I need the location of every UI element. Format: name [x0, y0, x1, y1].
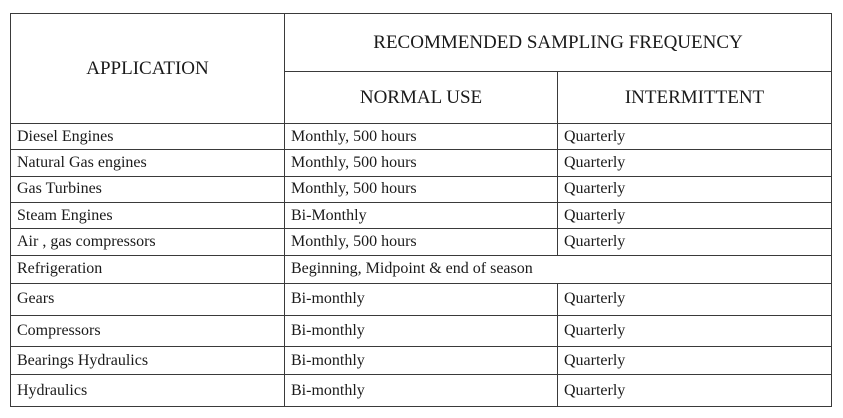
table-row: [11, 284, 832, 315]
header-recommended-sampling-frequency: RECOMMENDED SAMPLING FREQUENCY: [285, 14, 832, 72]
table-header-row: [11, 14, 832, 72]
cell-intermittent: Quarterly: [558, 176, 832, 202]
cell-intermittent: Quarterly: [558, 124, 832, 150]
cell-intermittent: Quarterly: [558, 347, 832, 375]
table-row: [11, 347, 832, 375]
cell-application: Steam Engines: [11, 203, 285, 229]
cell-application: Gas Turbines: [11, 176, 285, 202]
table-row: [11, 124, 832, 150]
cell-application: Hydraulics: [11, 375, 285, 407]
cell-normal-use: Monthly, 500 hours: [285, 124, 558, 150]
cell-normal-use: Bi-monthly: [285, 315, 558, 346]
cell-intermittent: Quarterly: [558, 229, 832, 255]
table-row: [11, 315, 832, 346]
cell-normal-use: Bi-Monthly: [285, 203, 558, 229]
cell-intermittent: Quarterly: [558, 203, 832, 229]
cell-application: Bearings Hydraulics: [11, 347, 285, 375]
table-row: [11, 255, 832, 283]
sampling-frequency-table: [10, 13, 832, 407]
cell-application: Compressors: [11, 315, 285, 346]
table-row: [11, 176, 832, 202]
cell-application: Gears: [11, 284, 285, 315]
cell-normal-use: Bi-monthly: [285, 375, 558, 407]
header-application: APPLICATION: [11, 14, 285, 124]
cell-normal-use: Monthly, 500 hours: [285, 176, 558, 202]
cell-normal-use: Bi-monthly: [285, 347, 558, 375]
header-normal-use: NORMAL USE: [285, 72, 558, 124]
cell-intermittent: Quarterly: [558, 315, 832, 346]
cell-application: Diesel Engines: [11, 124, 285, 150]
table-row: [11, 150, 832, 176]
cell-application: Air , gas compressors: [11, 229, 285, 255]
cell-normal-use-merged: Beginning, Midpoint & end of season: [285, 255, 832, 283]
cell-intermittent: Quarterly: [558, 375, 832, 407]
table-row: [11, 375, 832, 407]
cell-normal-use: Monthly, 500 hours: [285, 150, 558, 176]
cell-application: Refrigeration: [11, 255, 285, 283]
table-row: [11, 229, 832, 255]
cell-intermittent: Quarterly: [558, 284, 832, 315]
table-row: [11, 203, 832, 229]
cell-normal-use: Monthly, 500 hours: [285, 229, 558, 255]
cell-intermittent: Quarterly: [558, 150, 832, 176]
header-intermittent: INTERMITTENT: [558, 72, 832, 124]
cell-application: Natural Gas engines: [11, 150, 285, 176]
cell-normal-use: Bi-monthly: [285, 284, 558, 315]
